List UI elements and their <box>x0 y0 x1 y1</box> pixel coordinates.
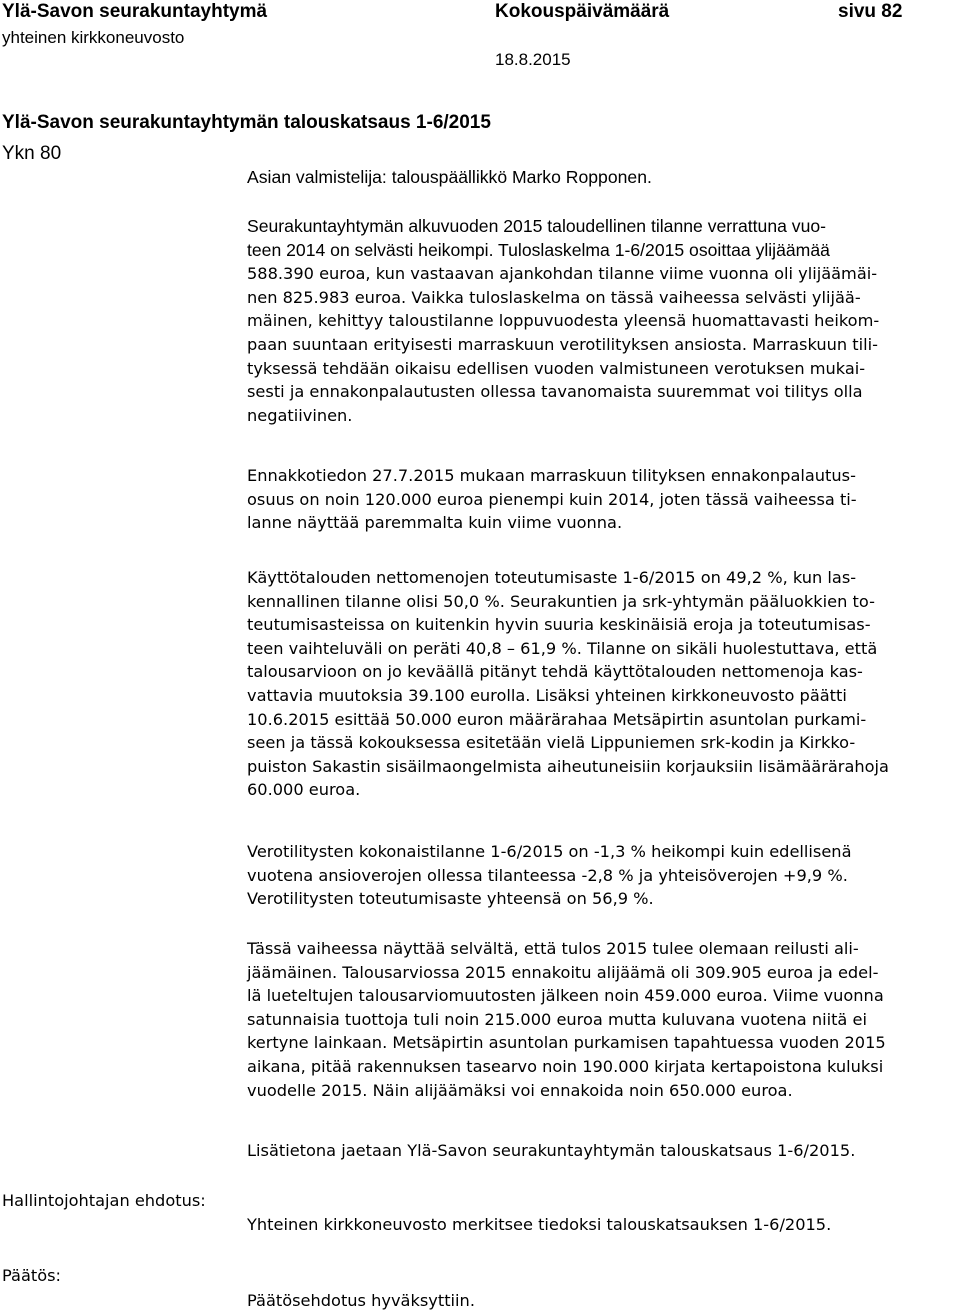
paragraph-line: 60.000 euroa. <box>247 780 361 800</box>
paragraph-line: Lisätietona jaetaan Ylä-Savon seurakuntayhtymän talouskatsaus 1-6/2015. <box>247 1141 856 1160</box>
paragraph-line: osuus on noin 120.000 euroa pienempi kuin 2014, joten tässä vaiheessa ti- <box>247 489 857 509</box>
paragraph-line: negatiivinen. <box>247 405 353 425</box>
preparer-line: Asian valmistelija: talouspäällikkö Marko Ropponen. <box>247 167 652 187</box>
paragraph-line: 10.6.2015 esittää 50.000 euron määrärahaa Metsäpirtin asuntolan purkami- <box>247 709 867 729</box>
organization-subtitle: yhteinen kirkkoneuvosto <box>2 28 185 47</box>
section-number: Ykn 80 <box>2 143 62 164</box>
paragraph-line: kertyne lainkaan. Metsäpirtin asuntolan purkamisen tapahtuessa vuoden 2015 <box>247 1033 886 1053</box>
decision-label: Päätös: <box>2 1266 62 1285</box>
paragraph-line: paan suuntaan erityisesti marraskuun verotilityksen ansiosta. Marraskuun tili- <box>247 334 878 354</box>
paragraph-4 <box>247 840 851 911</box>
paragraph-line: 588.390 euroa, kun vastaavan ajankohdan tilanne viime vuonna oli ylijäämäi- <box>247 264 878 284</box>
paragraph-line: satunnaisia tuottoja tuli noin 215.000 euroa mutta kuluvana vuotena niitä ei <box>247 1009 867 1029</box>
decision-text: Päätösehdotus hyväksyttiin. <box>247 1291 475 1310</box>
page-number: sivu 82 <box>838 1 903 22</box>
proposal-label: Hallintojohtajan ehdotus: <box>2 1191 206 1210</box>
paragraph-line: tyksessä tehdään oikaisu edellisen vuoden valmistuneen verotuksen mukai- <box>247 358 866 378</box>
paragraph-line: teen vaihteluväli on peräti 40,8 – 61,9 %. Tilanne on sikäli huolestuttava, että <box>247 638 878 658</box>
paragraph-line: sesti ja ennakonpalautusten ollessa tavanomaista suuremmat voi tilitys olla <box>247 382 863 402</box>
paragraph-line: vuodelle 2015. Näin alijäämäksi voi ennakoida noin 650.000 euroa. <box>247 1080 793 1100</box>
paragraph-line: Käyttötalouden nettomenojen toteutumisaste 1-6/2015 on 49,2 %, kun las- <box>247 568 857 587</box>
paragraph-line: seen ja tässä kokouksessa esitetään vielä Lippuniemen srk-kodin ja Kirkko- <box>247 733 856 753</box>
meeting-date: 18.8.2015 <box>495 50 571 69</box>
paragraph-line: aikana, pitää rakennuksen tasearvo noin 190.000 kirjata kertapoistona kuluksi <box>247 1056 884 1076</box>
paragraph-2 <box>247 464 857 535</box>
paragraph-line: Verotilitysten kokonaistilanne 1-6/2015 on -1,3 % heikompi kuin edellisenä <box>247 842 852 861</box>
organization-name: Ylä-Savon seurakuntayhtymä <box>2 1 268 22</box>
paragraph-line: nen 825.983 euroa. Vaikka tuloslaskelma on tässä vaiheessa selvästi ylijää- <box>247 287 861 307</box>
paragraph-line: teen 2014 on selvästi heikompi. Tuloslaskelma 1-6/2015 osoittaa ylijäämää <box>247 239 830 260</box>
paragraph-line: teutumisasteissa on kuitenkin hyvin suuria keskinäisiä eroja ja toteutumisas- <box>247 615 871 635</box>
paragraph-line: Verotilitysten toteutumisaste yhteensä on 56,9 %. <box>247 889 654 909</box>
paragraph-line: vattavia muutoksia 39.100 eurolla. Lisäksi yhteinen kirkkoneuvosto päätti <box>247 685 847 705</box>
paragraph-1 <box>247 215 879 427</box>
proposal-text: Yhteinen kirkkoneuvosto merkitsee tiedoksi talouskatsauksen 1-6/2015. <box>247 1215 832 1234</box>
paragraph-line: lanne näyttää paremmalta kuin viime vuonna. <box>247 513 623 533</box>
paragraph-line: Tässä vaiheessa näyttää selvältä, että tulos 2015 tulee olemaan reilusti ali- <box>247 939 859 958</box>
paragraph-line: lä lueteltujen talousarviomuutosten jälkeen noin 459.000 euroa. Viime vuonna <box>247 986 884 1006</box>
paragraph-line: Seurakuntayhtymän alkuvuoden 2015 taloudellinen tilanne verrattuna vuo- <box>247 216 827 236</box>
paragraph-line: vuotena ansioverojen ollessa tilanteessa -2,8 % ja yhteisöverojen +9,9 %. <box>247 865 848 885</box>
paragraph-line: mäinen, kehittyy taloustilanne loppuvuodesta yleensä huomattavasti heikom- <box>247 311 880 331</box>
paragraph-line: talousarvioon on jo keväällä pitänyt tehdä käyttötalouden nettomenoja kas- <box>247 662 863 682</box>
paragraph-line: Ennakkotiedon 27.7.2015 mukaan marraskuun tilityksen ennakonpalautus- <box>247 466 856 485</box>
document-title: Ylä-Savon seurakuntayhtymän talouskatsaus 1-6/2015 <box>2 112 491 133</box>
paragraph-line: kennallinen tilanne olisi 50,0 %. Seurakuntien ja srk-yhtymän pääluokkien to- <box>247 591 875 611</box>
meeting-date-label: Kokouspäivämäärä <box>495 1 670 22</box>
paragraph-6 <box>247 1139 855 1163</box>
paragraph-5 <box>247 937 886 1102</box>
paragraph-3 <box>247 566 889 802</box>
paragraph-line: puiston Sakastin sisäilmaongelmista aiheutuneisiin korjauksiin lisämäärärahoja <box>247 756 889 776</box>
paragraph-line: jäämäinen. Talousarviossa 2015 ennakoitu alijäämä oli 309.905 euroa ja edel- <box>247 962 879 982</box>
